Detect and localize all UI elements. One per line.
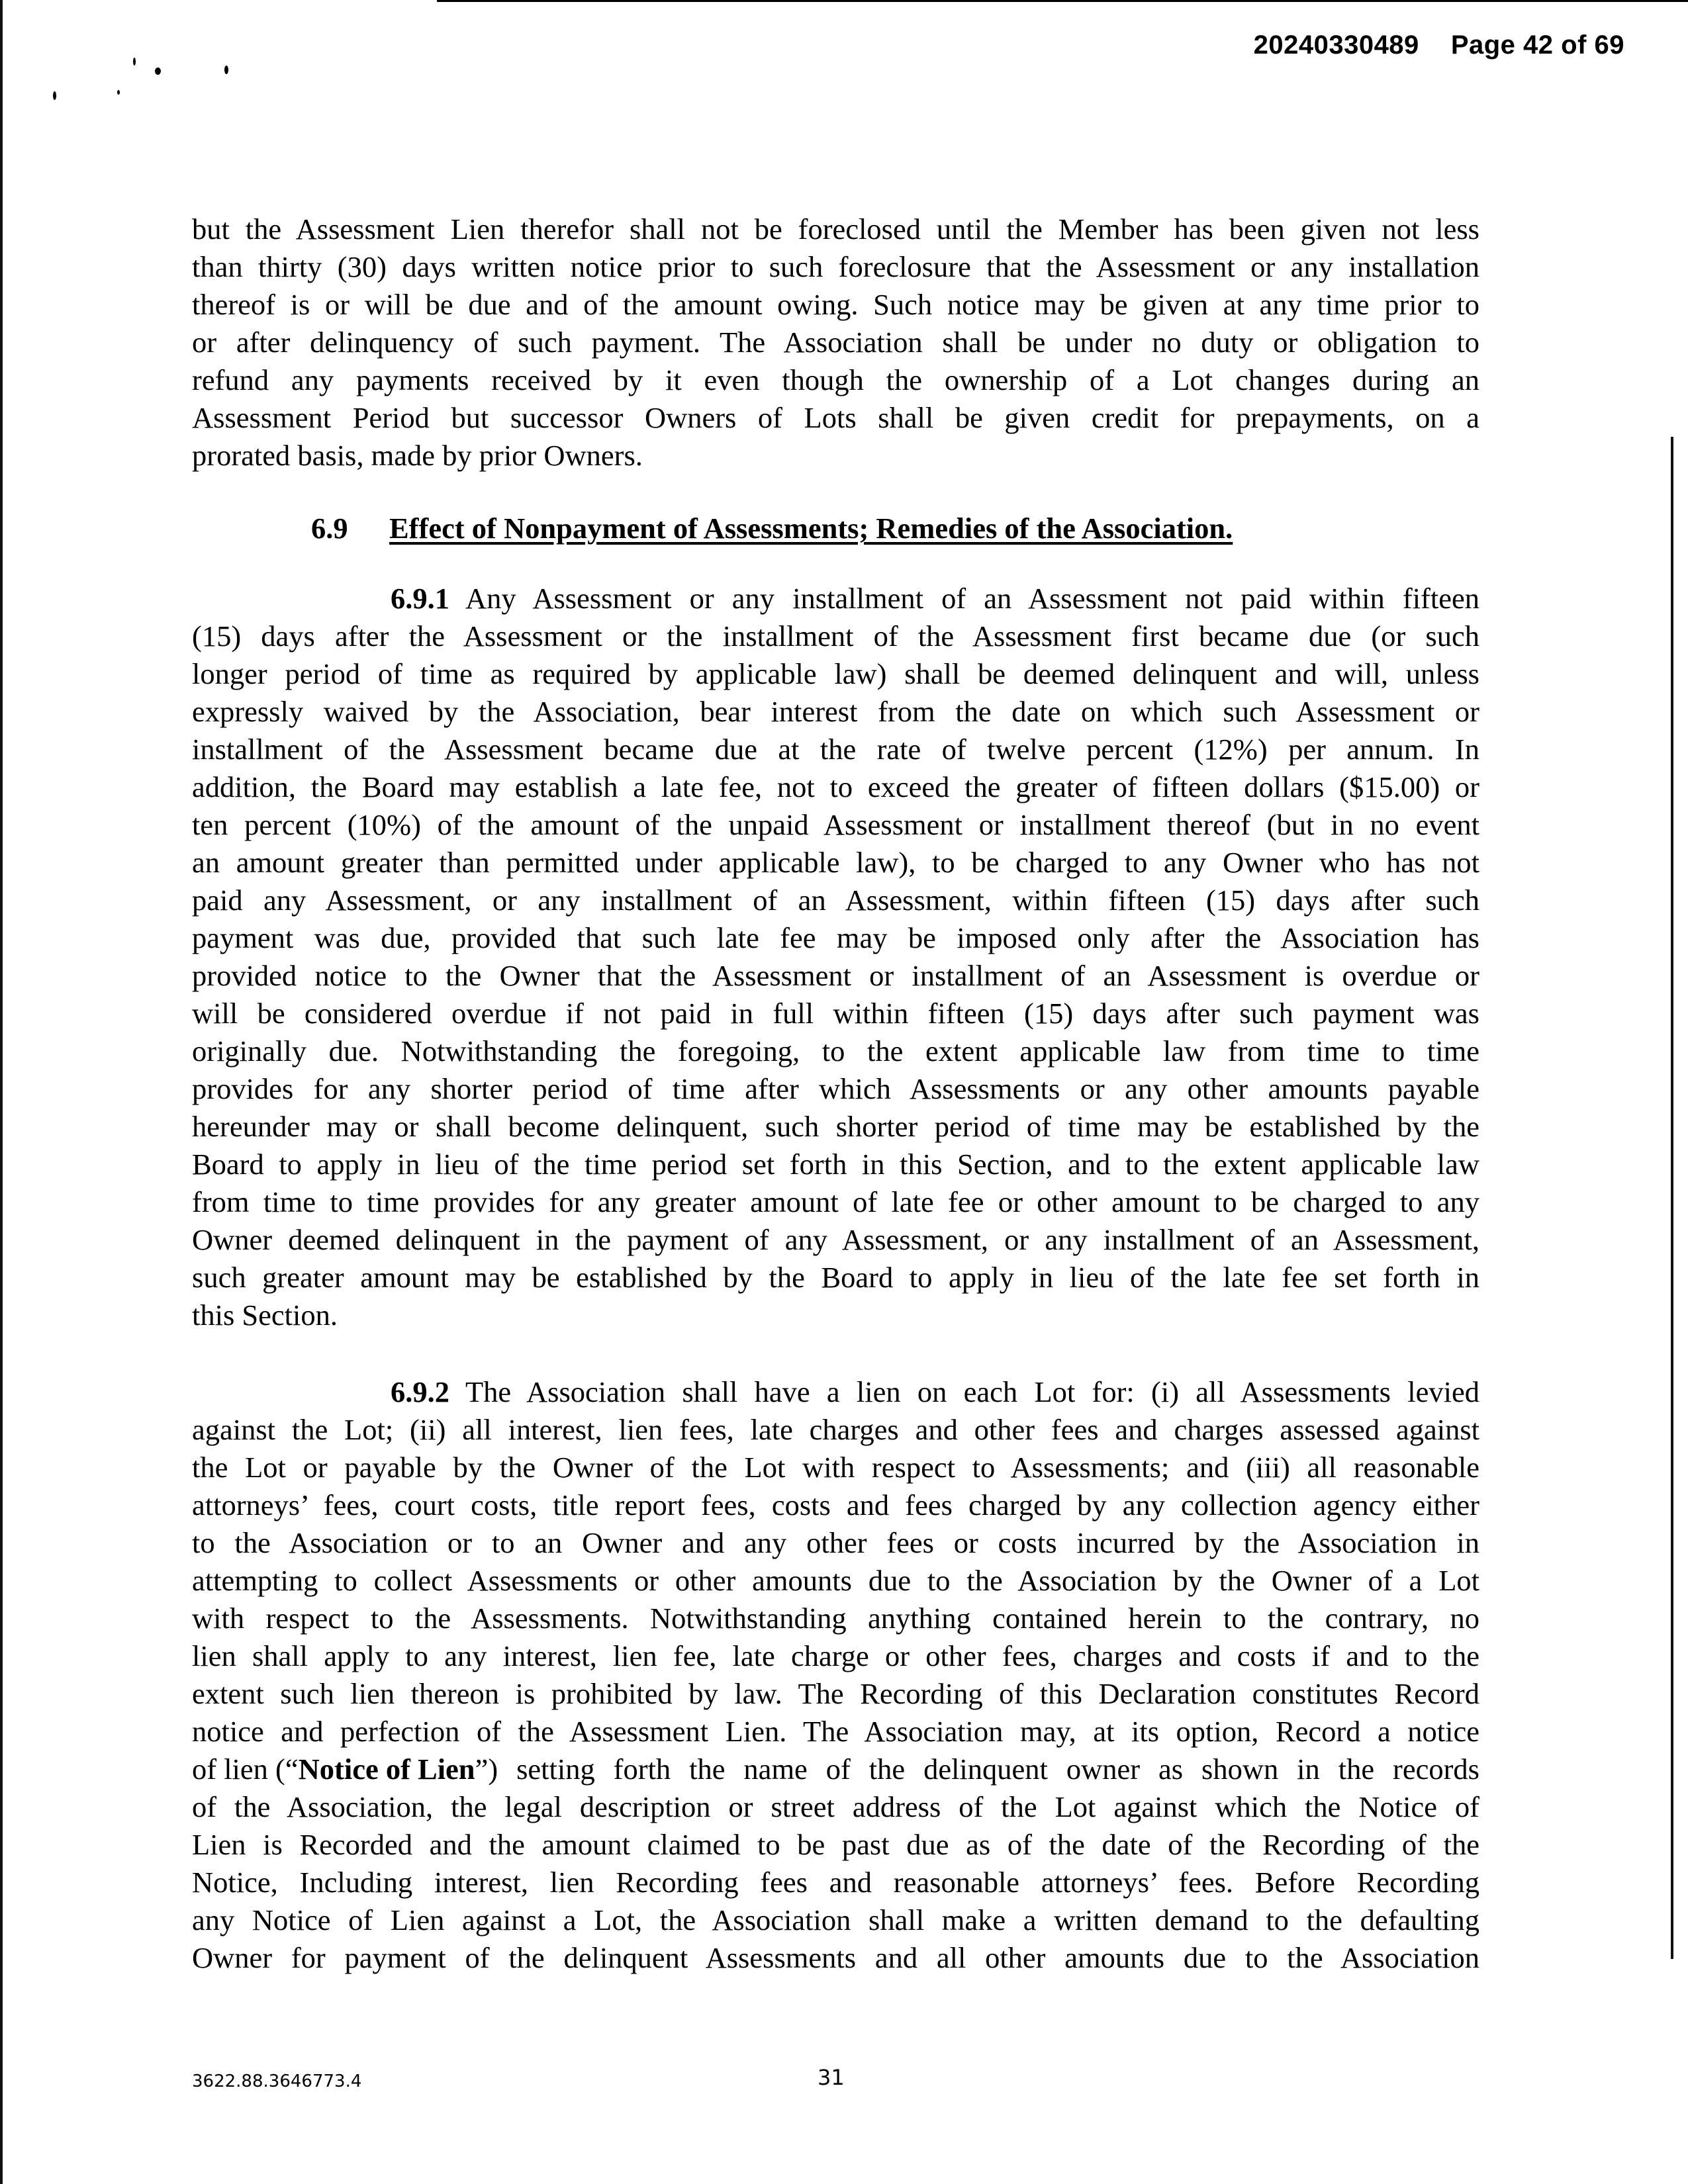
text-fragment: ”) setting forth the name of the delinquent owner as shown in the records	[475, 1752, 1479, 1786]
text-line: paid any Assessment, or any installment of an Assessment, within fifteen (15) days after such	[192, 884, 1479, 917]
scan-artifact-left-edge	[0, 0, 3, 2184]
page-label: Page 42 of 69	[1450, 30, 1624, 60]
text-line: (15) days after the Assessment or the installment of the Assessment first became due (or such	[192, 619, 1479, 653]
text-line: attempting to collect Assessments or other amounts due to the Association by the Owner of a Lot	[192, 1564, 1479, 1597]
text-line: originally due. Notwithstanding the foregoing, to the extent applicable law from time to time	[192, 1034, 1479, 1068]
recording-stamp	[1254, 30, 1624, 60]
subsection-number: 6.9.2	[391, 1375, 449, 1408]
section-title: Effect of Nonpayment of Assessments; Remedies of the Association.	[389, 512, 1233, 545]
text-line: of the Association, the legal description or street address of the Lot against which the Notice of	[192, 1790, 1479, 1823]
continuation-paragraph	[192, 210, 1479, 475]
text-line: Assessment Period but successor Owners of Lots shall be given credit for prepayments, on a	[192, 401, 1479, 434]
scan-artifact-top-edge	[437, 0, 1688, 2]
section-number: 6.9	[311, 512, 348, 545]
text-line: or after delinquency of such payment. The Association shall be under no duty or obligation to	[192, 326, 1479, 359]
text-line: notice and perfection of the Assessment Lien. The Association may, at its option, Record a notice	[192, 1715, 1479, 1748]
text-line: from time to time provides for any greater amount of late fee or other amount to be charged to any	[192, 1185, 1479, 1218]
text-line: with respect to the Assessments. Notwithstanding anything contained herein to the contrary, no	[192, 1602, 1479, 1635]
footer-document-id: 3622.88.3646773.4	[192, 2071, 362, 2091]
text-line: lien shall apply to any interest, lien fee, late charge or other fees, charges and costs if and to the	[192, 1639, 1479, 1672]
text-line: Board to apply in lieu of the time period set forth in this Section, and to the extent applicable law	[192, 1148, 1479, 1181]
text-line: expressly waived by the Association, bear interest from the date on which such Assessment or	[192, 695, 1479, 728]
text-line: longer period of time as required by applicable law) shall be deemed delinquent and will, unless	[192, 657, 1479, 690]
text-line: than thirty (30) days written notice prior to such foreclosure that the Assessment or any installation	[192, 250, 1479, 283]
subsection-6-9-1	[192, 580, 1479, 1334]
scan-speck	[155, 68, 161, 75]
text-line: provides for any shorter period of time after which Assessments or any other amounts payable	[192, 1072, 1479, 1105]
notice-of-lien-line	[192, 1751, 1479, 1788]
text-line: refund any payments received by it even though the ownership of a Lot changes during an	[192, 363, 1479, 396]
text-line: Lien is Recorded and the amount claimed to be past due as of the date of the Recording of the	[192, 1828, 1479, 1861]
text-line: Owner deemed delinquent in the payment of any Assessment, or any installment of an Assessment,	[192, 1223, 1479, 1256]
text-line: an amount greater than permitted under applicable law), to be charged to any Owner who has not	[192, 846, 1479, 879]
text-line: prorated basis, made by prior Owners.	[192, 439, 643, 472]
text-line: the Lot or payable by the Owner of the Lot with respect to Assessments; and (iii) all reasonable	[192, 1451, 1479, 1484]
text-line: hereunder may or shall become delinquent, such shorter period of time may be established by the	[192, 1110, 1479, 1143]
footer-page-number: 31	[818, 2065, 845, 2090]
text-line: thereof is or will be due and of the amount owing. Such notice may be given at any time prior to	[192, 288, 1479, 321]
text-line: such greater amount may be established by the Board to apply in lieu of the late fee set forth in	[192, 1261, 1479, 1294]
text-line: ten percent (10%) of the amount of the unpaid Assessment or installment thereof (but in no event	[192, 808, 1479, 841]
text-line: Owner for payment of the delinquent Assessments and all other amounts due to the Association	[192, 1941, 1479, 1974]
document-number: 20240330489	[1253, 30, 1419, 60]
text-line: Notice, Including interest, lien Recording fees and reasonable attorneys’ fees. Before Recording	[192, 1866, 1479, 1899]
text-line: but the Assessment Lien therefor shall not be foreclosed until the Member has been given not less	[192, 212, 1479, 246]
text-line: to the Association or to an Owner and any other fees or costs incurred by the Association in	[192, 1526, 1479, 1559]
text-fragment: of lien (“	[192, 1752, 299, 1786]
text-line: The Association shall have a lien on each Lot for: (i) all Assessments levied	[465, 1375, 1479, 1408]
text-line: against the Lot; (ii) all interest, lien fees, late charges and other fees and charges assessed against	[192, 1413, 1479, 1446]
scan-speck	[117, 90, 120, 95]
text-line: payment was due, provided that such late fee may be imposed only after the Association has	[192, 921, 1479, 954]
text-line: Any Assessment or any installment of an Assessment not paid within fifteen	[465, 582, 1479, 615]
text-line: provided notice to the Owner that the Assessment or installment of an Assessment is overdue or	[192, 959, 1479, 992]
scan-speck	[224, 66, 228, 74]
text-line: installment of the Assessment became due at the rate of twelve percent (12%) per annum. In	[192, 733, 1479, 766]
text-line: will be considered overdue if not paid in full within fifteen (15) days after such payment was	[192, 997, 1479, 1030]
subsection-6-9-2	[192, 1373, 1479, 1977]
text-line: extent such lien thereon is prohibited by law. The Recording of this Declaration constitutes Record	[192, 1677, 1479, 1710]
defined-term-notice-of-lien: Notice of Lien	[298, 1752, 475, 1786]
text-line: any Notice of Lien against a Lot, the Association shall make a written demand to the defaulting	[192, 1903, 1479, 1936]
scan-speck	[133, 58, 136, 66]
text-line: this Section.	[192, 1298, 338, 1332]
scan-speck	[53, 91, 56, 100]
text-line: attorneys’ fees, court costs, title report fees, costs and fees charged by any collection agency either	[192, 1488, 1479, 1522]
subsection-number: 6.9.1	[391, 582, 449, 615]
text-line: addition, the Board may establish a late fee, not to exceed the greater of fifteen dollars ($15.00) or	[192, 770, 1479, 803]
scan-artifact-right-edge	[1671, 437, 1673, 1959]
